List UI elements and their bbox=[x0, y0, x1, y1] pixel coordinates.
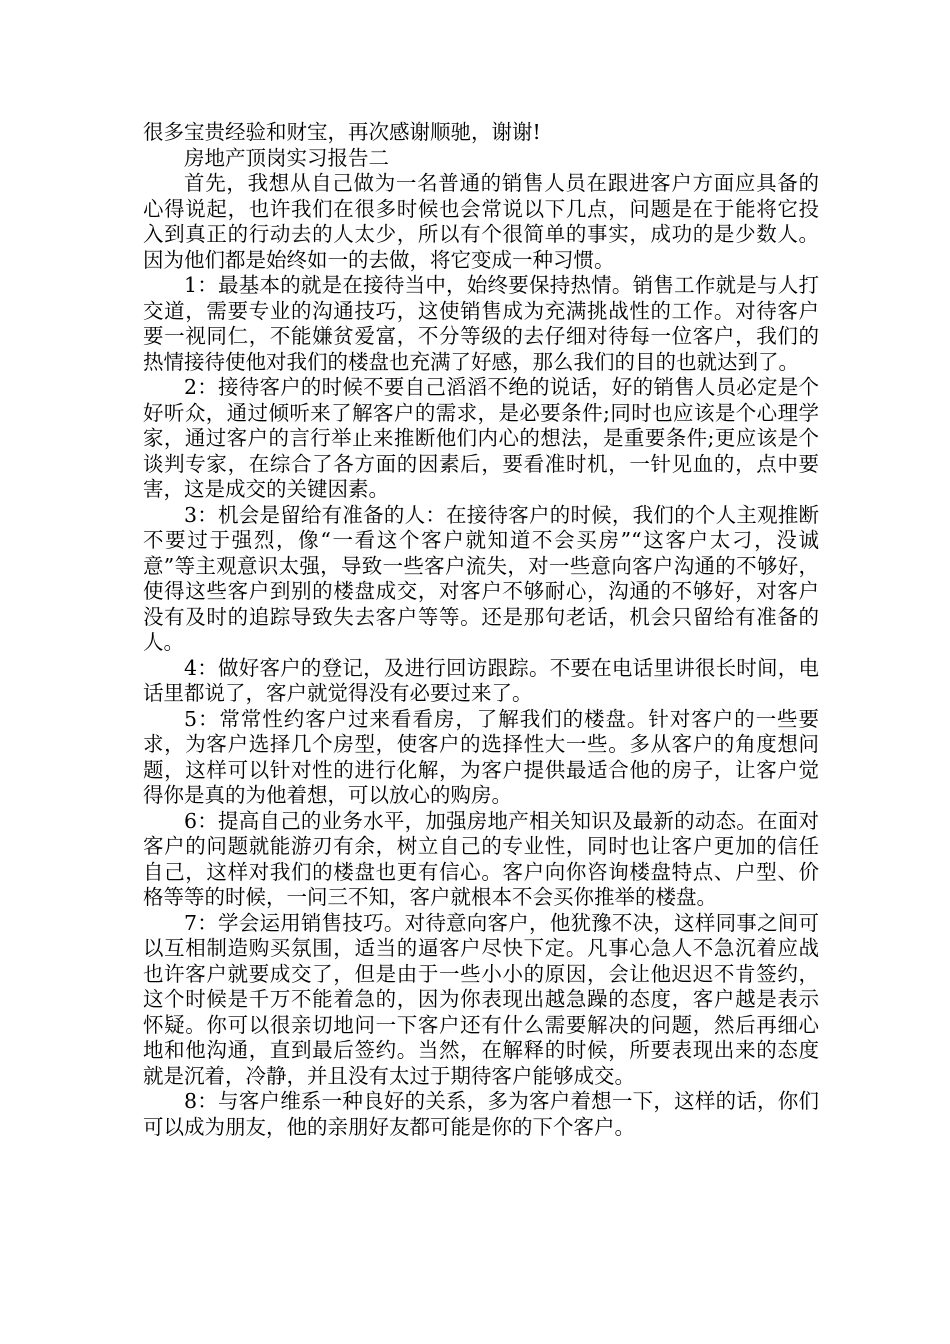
paragraph-point-1: 1：最基本的就是在接待当中，始终要保持热情。销售工作就是与人打交道，需要专业的沟通技巧，这使销售成为充满挑战性的工作。对待客户要一视同仁，不能嫌贫爱富，不分等级的去仔细对待每一位客户，我们的热情接待使他对我们的楼盘也充满了好感，那么我们的目的也就达到了。 bbox=[143, 273, 819, 374]
paragraph-point-2: 2：接待客户的时候不要自己滔滔不绝的说话，好的销售人员必定是个好听众，通过倾听来了解客户的需求，是必要条件;同时也应该是个心理学家，通过客户的言行举止来推断他们内心的想法，是重要条件;更应该是个谈判专家，在综合了各方面的因素后，要看准时机，一针见血的，点中要害，这是成交的关键因素。 bbox=[143, 375, 819, 501]
paragraph-point-3: 3：机会是留给有准备的人：在接待客户的时候，我们的个人主观推断不要过于强烈，像“一看这个客户就知道不会买房”“这客户太刁，没诚意”等主观意识太强，导致一些客户流失，对一些意向客户沟通的不够好，使得这些客户到别的楼盘成交，对客户不够耐心，沟通的不够好，对客户没有及时的追踪导致失去客户等等。还是那句老话，机会只留给有准备的人。 bbox=[143, 502, 819, 654]
paragraph-intro: 首先，我想从自己做为一名普通的销售人员在跟进客户方面应具备的心得说起，也许我们在很多时候也会常说以下几点，问题是在于能将它投入到真正的行动去的人太少，所以有个很简单的事实，成功的是少数人。因为他们都是始终如一的去做，将它变成一种习惯。 bbox=[143, 171, 819, 272]
paragraph-point-5: 5：常常性约客户过来看看房，了解我们的楼盘。针对客户的一些要求，为客户选择几个房型，使客户的选择性大一些。多从客户的角度想问题，这样可以针对性的进行化解，为客户提供最适合他的房子，让客户觉得你是真的为他着想，可以放心的购房。 bbox=[143, 706, 819, 807]
paragraph-continuation: 很多宝贵经验和财宝，再次感谢顺驰，谢谢! bbox=[143, 120, 541, 144]
paragraph-point-4: 4：做好客户的登记，及进行回访跟踪。不要在电话里讲很长时间，电话里都说了，客户就觉得没有必要过来了。 bbox=[143, 655, 819, 705]
paragraph-point-7: 7：学会运用销售技巧。对待意向客户，他犹豫不决，这样同事之间可以互相制造购买氛围，适当的逼客户尽快下定。凡事心急人不急沉着应战也许客户就要成交了，但是由于一些小小的原因，会让他迟迟不肯签约，这个时候是千万不能着急的，因为你表现出越急躁的态度，客户越是表示怀疑。你可以很亲切地问一下客户还有什么需要解决的问题，然后再细心地和他沟通，直到最后签约。当然，在解释的时候，所要表现出来的态度就是沉着，冷静，并且没有太过于期待客户能够成交。 bbox=[143, 910, 819, 1088]
paragraph-point-8: 8：与客户维系一种良好的关系，多为客户着想一下，这样的话，你们可以成为朋友，他的亲朋好友都可能是你的下个客户。 bbox=[143, 1089, 819, 1139]
document-page bbox=[143, 120, 819, 1140]
section-title: 房地产顶岗实习报告二 bbox=[184, 145, 389, 170]
paragraph-point-6: 6：提高自己的业务水平，加强房地产相关知识及最新的动态。在面对客户的问题就能游刃有余，树立自己的专业性，同时也让客户更加的信任自己，这样对我们的楼盘也更有信心。客户向你咨询楼盘特点、户型、价格等等的时候，一问三不知，客户就根本不会买你推举的楼盘。 bbox=[143, 808, 819, 909]
